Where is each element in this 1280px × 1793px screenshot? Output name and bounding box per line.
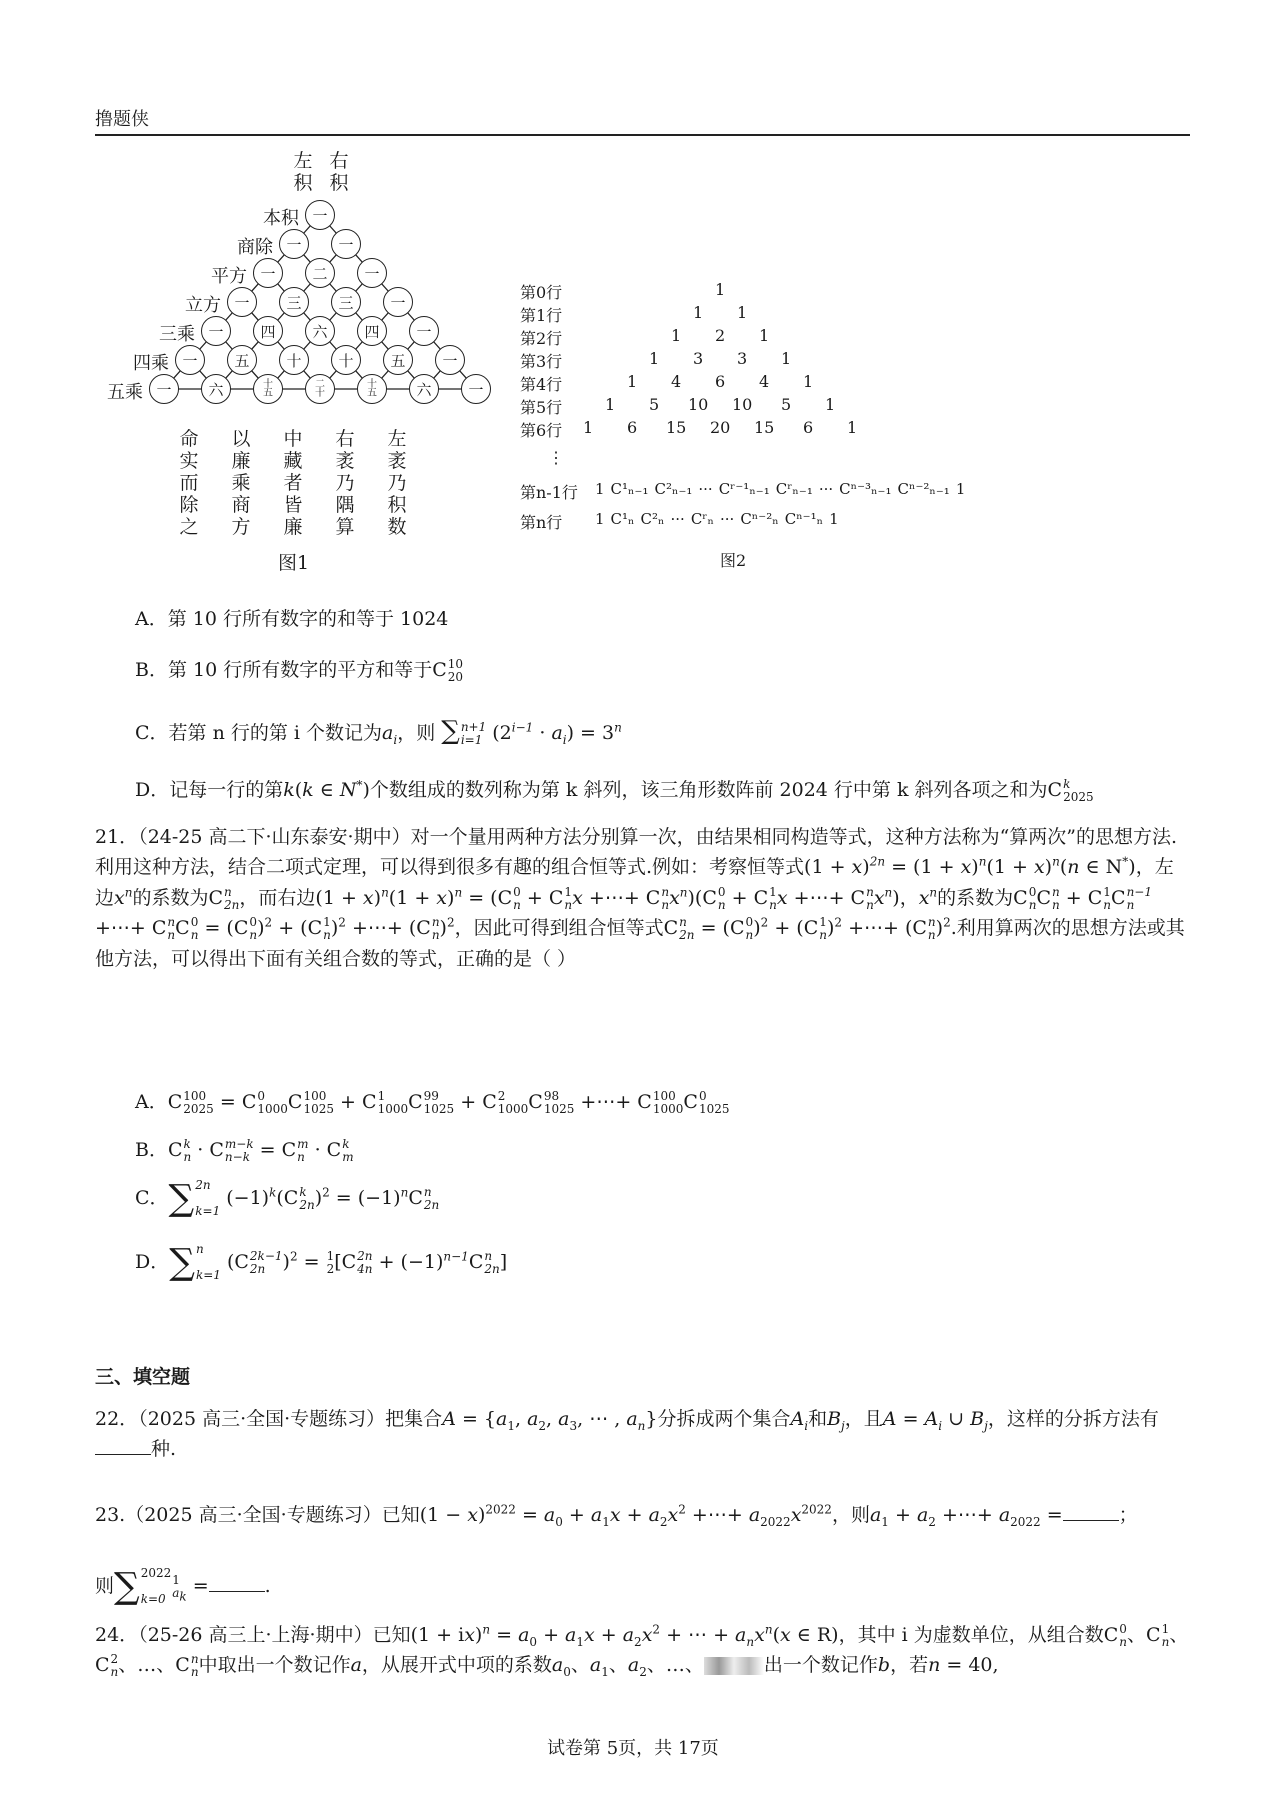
pascal-row-label: 第2行: [520, 329, 563, 348]
pascal-value: 10: [732, 395, 753, 414]
triangle-node: 一: [201, 316, 231, 346]
triangle-node: 一: [357, 258, 387, 288]
triangle-node: 二 十: [305, 374, 335, 404]
triangle-node: 四: [357, 316, 387, 346]
row-label: 四乘: [133, 353, 169, 374]
q22-stem: 22．（2025 高三·全国·专题练习）把集合$A = \{a_1$, $a_2$, $a_3$, ⋯ , $a_n$}分拆成两个集合$A_i$和$B_j$，且$A = A_i$ ∪ $B_j$，这样的分拆方法有种.: [95, 1408, 1159, 1461]
pascal-value: 15: [666, 418, 687, 437]
pascal-row-label: 第5行: [520, 398, 563, 417]
q21-stem: 21．（24-25 高二下·山东泰安·期中）对一个量用两种方法分别算一次，由结果相同构造等式，这种方法称为“算两次”的思想方法.利用这种方法，结合二项式定理，可以得到很多有趣的组合恒等式.例如：考察恒等式$(1 + x)^{2n} = (1 + x)^n(1 + x)^n(n$ ∈ N*)，左边$x^n$的系数为C n 2n ，而右边$(1 + x)^n(1 + x)^n = (C$ 0 n + C 1 n x +⋯+ C n n $x^n)(C$ 0 n + C 1 n x +⋯+ C n n $x^n$)，$x^n$的系数为C 0 n C n n + C 1 n C n−1 n +⋯+ C n n C 0 n = (C 0 n )$^2$ + (C 1 n )$^2$ +⋯+ (C n n )$^2$，因此可得到组合恒等式C n 2n = (C 0 n )$^2$ + (C 1 n )$^2$ +⋯+ (C n n )$^2$.利用算两次的思想方法或其他方法，可以得出下面有关组合数的等式，正确的是（ ）: [95, 826, 1185, 970]
pascal-value: 1: [825, 395, 836, 414]
row-label: 五乘: [107, 382, 143, 403]
pascal-general-term: ···: [720, 510, 735, 528]
q24-stem: 24．（25-26 高三上·上海·期中）已知$(1 + ix)^n = a_0 + a_1x + a_2x^2$ + ⋯ + $a_nx^n(x$ ∈ R)，其中 i 为虚数单位，从组合数C 0 n 、C 1 n 、C 2 n 、…、C n n 中取出一个数记作a，从展开式中项的系数$a_0$、$a_1$、$a_2$、…、 出一个数记作b，若n = 40,: [95, 1621, 1189, 1680]
pascal-value: 1: [605, 395, 616, 414]
triangle-node: 十 五: [357, 374, 387, 404]
pascal-general-term: Cⁿ⁻²ₙ₋₁: [897, 480, 950, 498]
row-label: 三乘: [159, 324, 195, 345]
triangle-node: 四: [253, 316, 283, 346]
header-brand: 撸题侠: [95, 109, 149, 130]
pascal-general-term: Cʳₙ: [690, 510, 715, 528]
figure-2-caption: 图2: [720, 551, 747, 570]
pascal-value: 6: [803, 418, 814, 437]
triangle-node: 二: [305, 258, 335, 288]
pascal-value: 4: [671, 372, 682, 391]
blurred-region: [704, 1657, 764, 1675]
pascal-value: 5: [781, 395, 792, 414]
figure-1-yang-hui-triangle: [90, 150, 510, 574]
triangle-node: 十: [279, 345, 309, 375]
triangle-node: 六: [305, 316, 335, 346]
pascal-row-label: 第0行: [520, 283, 563, 302]
pascal-row-label: 第1行: [520, 306, 563, 325]
triangle-node: 三: [279, 287, 309, 317]
triangle-node: 一: [253, 258, 283, 288]
triangle-node: 一: [383, 287, 413, 317]
pascal-value: 1: [759, 326, 770, 345]
pascal-value: 1: [781, 349, 792, 368]
triangle-node: 一: [305, 200, 335, 230]
pascal-value: 20: [710, 418, 731, 437]
triangle-node: 五: [227, 345, 257, 375]
row-n-minus-1-terms: [592, 480, 968, 498]
q23-stem: 23.（2025 高三·全国·专题练习）已知$(1 - x)^{2022} = a_0 + a_1x + a_2x^2$ +⋯+ $a_{2022}x^{2022}$，则$a_1 + a_2$ +⋯+ $a_{2022}$ = ；: [95, 1502, 1138, 1529]
row-label: 立方: [185, 295, 221, 316]
pascal-general-term: C¹ₙ₋₁: [610, 480, 649, 498]
pascal-value: 1: [803, 372, 814, 391]
pascal-value: 15: [754, 418, 775, 437]
q23-answer-blank-1[interactable]: [1063, 1504, 1119, 1521]
header-divider: [95, 134, 1190, 136]
pascal-general-term: Cⁿ⁻²ₙ: [740, 510, 779, 528]
section-title-fill-blank: 三、填空题: [95, 1366, 191, 1388]
row-label: 商除: [237, 237, 273, 258]
vertical-text-column: 以 廉 乘 商 方: [231, 428, 251, 538]
triangle-node: 五: [383, 345, 413, 375]
triangle-node: 一: [149, 374, 179, 404]
pascal-general-term: 1: [595, 510, 605, 528]
row-label: 本积: [263, 208, 299, 229]
pascal-value: 1: [583, 418, 594, 437]
figure-2-pascal-triangle: [520, 280, 990, 580]
q20-option-d: D．记每一行的第k(k ∈ N*)个数组成的数列称为第 k 斜列，该三角形数阵前 2024 行中第 k 斜列各项之和为C k 2025: [135, 777, 1094, 805]
triangle-node: 一: [227, 287, 257, 317]
row-label: 平方: [211, 266, 247, 287]
q21-option-b: B．C k n · C m−k n−k = C m n · C k m: [135, 1137, 354, 1165]
footer-page-number: 试卷第 5页，共 17页: [547, 1738, 719, 1759]
row-n-label: 第n行: [520, 513, 563, 532]
pascal-general-term: Cⁿ⁻³ₙ₋₁: [839, 480, 892, 498]
triangle-node: 十 五: [253, 374, 283, 404]
vertical-text-column: 命 实 而 除 之: [179, 428, 199, 538]
q20-option-b: B．第 10 行所有数字的平方和等于C 10 20: [135, 657, 464, 685]
pascal-value: 4: [759, 372, 770, 391]
q21-option-d: D． ∑ n k=1 (C 2k−1 2n )$^2$ = 1 2 [C 2n 4n + $(-1)^{n-1}C$ n 2n ]: [135, 1242, 508, 1283]
pascal-general-term: ···: [670, 510, 685, 528]
pascal-row-label: 第6行: [520, 421, 563, 440]
triangle-node: 一: [461, 374, 491, 404]
q20-option-a: A．第 10 行所有数字的和等于 1024: [135, 608, 449, 630]
triangle-node: 六: [409, 374, 439, 404]
pascal-row-label: 第4行: [520, 375, 563, 394]
q22-answer-blank[interactable]: [95, 1438, 151, 1455]
vertical-text-column: 右 袤 乃 隅 算: [335, 428, 355, 538]
pascal-value: 6: [715, 372, 726, 391]
triangle-node: 一: [279, 229, 309, 259]
pascal-value: 1: [847, 418, 858, 437]
pascal-value: 1: [627, 372, 638, 391]
figure-1-caption: 图1: [278, 552, 310, 574]
pascal-general-term: 1: [829, 510, 839, 528]
row-n-terms: [592, 510, 842, 528]
q23-answer-blank-2[interactable]: [209, 1575, 265, 1592]
pascal-value: 6: [627, 418, 638, 437]
pascal-general-term: C²ₙ: [640, 510, 665, 528]
top-label-right: 右 积: [329, 150, 349, 194]
pascal-value: 1: [693, 303, 704, 322]
pascal-value: 10: [688, 395, 709, 414]
q20-option-c: C．若第 n 行的第 i 个数记为$a_i$，则 ∑ n+1 i=1 $(2^{i-1} \cdot a_i) = 3^n$: [135, 716, 622, 747]
pascal-value: 2: [715, 326, 726, 345]
pascal-value: 3: [693, 349, 704, 368]
q23-line-2: 则 ∑ 2022 k=0 1 $a_k$ = .: [95, 1566, 271, 1607]
vertical-dots: ⋮: [548, 448, 564, 467]
pascal-value: 1: [737, 303, 748, 322]
pascal-general-term: ···: [818, 480, 834, 498]
pascal-value: 1: [671, 326, 682, 345]
triangle-node: 一: [331, 229, 361, 259]
q21-option-a: A．C 100 2025 = C 0 1000 C 100 1025 + C 1 1000 C 99 1025 + C 2 1000 C 98 1025 +⋯+ C 100 1000 C 0 1025: [135, 1089, 730, 1117]
triangle-node: 一: [435, 345, 465, 375]
pascal-value: 3: [737, 349, 748, 368]
pascal-row-label: 第3行: [520, 352, 563, 371]
pascal-general-term: Cʳₙ₋₁: [775, 480, 813, 498]
pascal-general-term: Cⁿ⁻¹ₙ: [784, 510, 824, 528]
triangle-node: 一: [175, 345, 205, 375]
pascal-general-term: Cʳ⁻¹ₙ₋₁: [718, 480, 770, 498]
pascal-general-term: C¹ₙ: [610, 510, 635, 528]
pascal-general-term: 1: [955, 480, 966, 498]
pascal-general-term: ···: [698, 480, 713, 498]
top-label-left: 左 积: [293, 150, 313, 194]
vertical-text-column: 左 袤 乃 积 数: [387, 428, 407, 538]
triangle-node: 十: [331, 345, 361, 375]
pascal-value: 1: [649, 349, 660, 368]
pascal-value: 5: [649, 395, 660, 414]
triangle-node: 一: [409, 316, 439, 346]
pascal-general-term: 1: [595, 480, 605, 498]
pascal-value: 1: [715, 280, 726, 299]
triangle-node: 六: [201, 374, 231, 404]
triangle-node: 三: [331, 287, 361, 317]
pascal-general-term: C²ₙ₋₁: [654, 480, 693, 498]
q21-option-c: C． ∑ 2n k=1 $(-1)^k(C$ k 2n )$^2 = (-1)^nC$ n 2n: [135, 1178, 440, 1219]
row-n-minus-1-label: 第n-1行: [520, 483, 578, 502]
vertical-text-column: 中 藏 者 皆 廉: [283, 428, 303, 538]
